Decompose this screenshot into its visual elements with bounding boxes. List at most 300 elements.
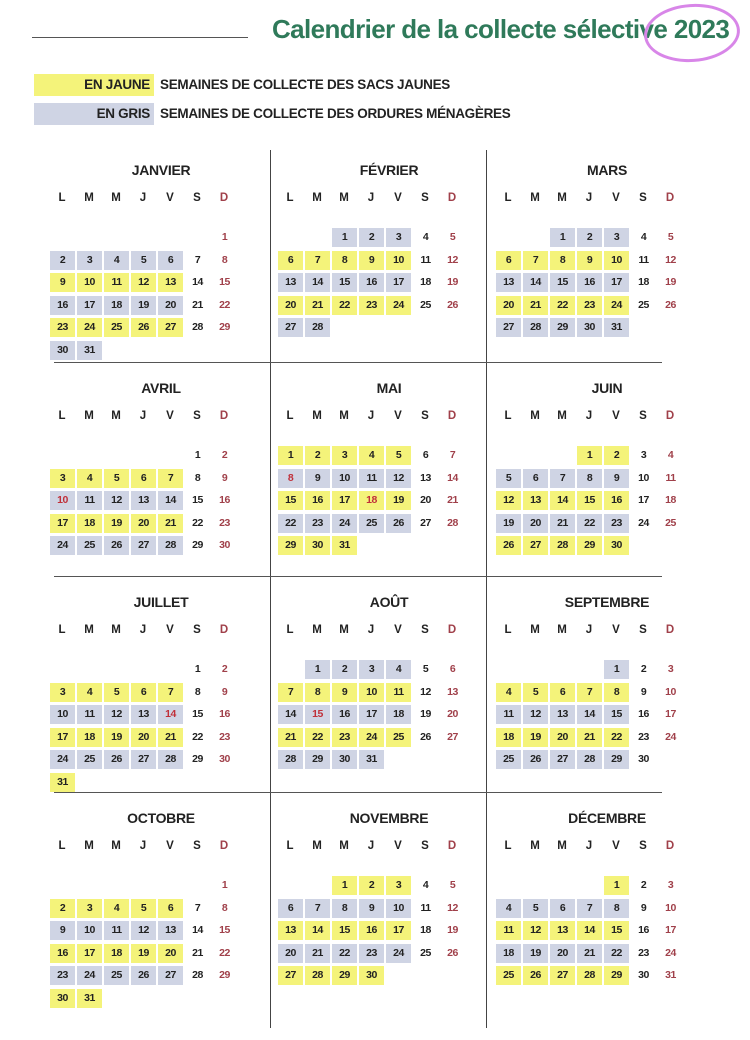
day-cell: 20	[158, 944, 183, 963]
weekday-header: J	[585, 192, 593, 204]
day-cell: 19	[523, 728, 548, 747]
day-cell: 27	[278, 966, 303, 985]
weekday-header: M	[312, 192, 322, 204]
header-rule	[32, 37, 248, 38]
day-cell: 1	[194, 449, 201, 461]
legend-gray-text: SEMAINES DE COLLECTE DES ORDURES MÉNAGÈRES	[160, 106, 511, 121]
day-cell: 8	[194, 685, 201, 698]
day-cell: 9	[305, 469, 330, 488]
day-cell: 4	[422, 879, 429, 891]
day-cell: 14	[192, 924, 203, 936]
day-cell: 5	[449, 879, 456, 891]
day-cell: 23	[359, 944, 384, 963]
day-cell: 19	[665, 276, 676, 288]
day-cell: 11	[420, 901, 431, 914]
day-cell: 9	[332, 683, 357, 702]
day-cell: 4	[422, 231, 429, 243]
day-cell: 5	[523, 899, 548, 918]
day-cell: 27	[550, 750, 575, 769]
day-cell: 20	[131, 514, 156, 533]
day-cell: 5	[523, 683, 548, 702]
day-cell: 2	[50, 899, 75, 918]
day-cell: 6	[422, 449, 429, 461]
weekday-header: D	[447, 410, 457, 422]
weekday-header: M	[84, 624, 94, 636]
day-cell: 15	[219, 276, 230, 288]
day-cell: 6	[131, 683, 156, 702]
day-cell: 22	[550, 296, 575, 315]
day-cell: 10	[638, 471, 649, 484]
day-cell: 28	[192, 969, 203, 981]
day-cell: 26	[447, 298, 458, 311]
day-cell: 9	[577, 251, 602, 270]
column-divider	[486, 150, 487, 1028]
day-cell: 30	[638, 753, 649, 765]
day-cell: 24	[77, 318, 102, 337]
day-cell: 24	[359, 728, 384, 747]
day-cell: 12	[104, 705, 129, 724]
day-cell: 19	[447, 276, 458, 288]
day-cell: 2	[577, 228, 602, 247]
day-cell: 3	[667, 663, 674, 675]
weekday-header: D	[665, 410, 675, 422]
weekday-header: J	[367, 624, 375, 636]
day-cell: 5	[131, 251, 156, 270]
day-cell: 2	[359, 228, 384, 247]
day-cell: 13	[158, 273, 183, 292]
day-cell: 23	[638, 730, 649, 743]
day-cell: 10	[77, 273, 102, 292]
weekday-header: D	[219, 840, 229, 852]
day-cell: 22	[332, 296, 357, 315]
day-cell: 7	[449, 449, 456, 461]
day-cell: 11	[104, 273, 129, 292]
weekday-header: D	[447, 624, 457, 636]
day-cell: 3	[332, 446, 357, 465]
day-cell: 28	[278, 750, 303, 769]
day-cell: 5	[386, 446, 411, 465]
weekday-header: J	[367, 410, 375, 422]
day-cell: 23	[332, 728, 357, 747]
day-cell: 28	[192, 321, 203, 333]
day-cell: 16	[305, 491, 330, 510]
day-cell: 1	[221, 231, 228, 243]
day-cell: 20	[278, 944, 303, 963]
day-cell: 23	[305, 514, 330, 533]
day-cell: 18	[386, 705, 411, 724]
day-cell: 19	[131, 296, 156, 315]
day-cell: 7	[577, 683, 602, 702]
day-cell: 26	[447, 946, 458, 959]
day-cell: 29	[192, 753, 203, 765]
day-cell: 10	[50, 705, 75, 724]
day-cell: 4	[386, 660, 411, 679]
day-cell: 19	[420, 708, 431, 720]
weekday-header: M	[111, 840, 121, 852]
day-cell: 26	[523, 966, 548, 985]
weekday-header: D	[665, 624, 675, 636]
day-cell: 17	[638, 494, 649, 506]
day-cell: 18	[665, 494, 676, 506]
row-divider	[54, 792, 662, 793]
day-cell: 16	[359, 273, 384, 292]
weekday-header: M	[111, 624, 121, 636]
weekday-header: L	[58, 624, 66, 636]
day-cell: 11	[359, 469, 384, 488]
day-cell: 25	[386, 728, 411, 747]
day-cell: 2	[640, 663, 647, 675]
day-cell: 21	[305, 944, 330, 963]
day-cell: 8	[278, 469, 303, 488]
day-cell: 21	[523, 296, 548, 315]
day-cell: 13	[496, 273, 521, 292]
weekday-header: M	[84, 410, 94, 422]
day-cell: 23	[50, 318, 75, 337]
day-cell: 25	[420, 946, 431, 959]
day-cell: 2	[221, 449, 228, 461]
day-cell: 26	[131, 966, 156, 985]
weekday-header: M	[84, 192, 94, 204]
weekday-header: D	[219, 624, 229, 636]
day-cell: 19	[386, 491, 411, 510]
day-cell: 30	[50, 989, 75, 1008]
day-cell: 1	[305, 660, 330, 679]
weekday-header: J	[139, 410, 147, 422]
day-cell: 8	[604, 683, 629, 702]
day-cell: 14	[278, 705, 303, 724]
day-cell: 3	[50, 683, 75, 702]
day-cell: 14	[305, 273, 330, 292]
day-cell: 25	[420, 298, 431, 311]
month-name: DÉCEMBRE	[568, 810, 646, 826]
day-cell: 13	[131, 705, 156, 724]
day-cell: 22	[219, 946, 230, 959]
day-cell: 15	[192, 494, 203, 506]
weekday-header: L	[286, 624, 294, 636]
day-cell: 28	[577, 966, 602, 985]
page-title: Calendrier de la collecte sélective 2023	[272, 14, 730, 44]
day-cell: 16	[50, 944, 75, 963]
day-cell: 8	[305, 683, 330, 702]
day-cell: 4	[496, 899, 521, 918]
day-cell: 6	[449, 663, 456, 675]
day-cell: 22	[604, 728, 629, 747]
day-cell: 6	[523, 469, 548, 488]
day-cell: 18	[77, 728, 102, 747]
day-cell: 18	[638, 276, 649, 288]
day-cell: 16	[359, 921, 384, 940]
day-cell: 29	[219, 321, 230, 333]
day-cell: 27	[420, 516, 431, 529]
day-cell: 21	[577, 728, 602, 747]
day-cell: 9	[221, 685, 228, 698]
weekday-header: M	[530, 192, 540, 204]
weekday-header: D	[665, 192, 675, 204]
day-cell: 16	[638, 708, 649, 720]
day-cell: 26	[386, 514, 411, 533]
weekday-header: V	[612, 192, 620, 204]
weekday-header: M	[530, 624, 540, 636]
weekday-header: L	[504, 624, 512, 636]
day-cell: 18	[420, 276, 431, 288]
day-cell: 28	[158, 750, 183, 769]
weekday-header: J	[585, 410, 593, 422]
day-cell: 4	[640, 231, 647, 243]
day-cell: 14	[523, 273, 548, 292]
day-cell: 20	[420, 494, 431, 506]
day-cell: 27	[131, 536, 156, 555]
weekday-header: M	[557, 624, 567, 636]
day-cell: 1	[278, 446, 303, 465]
month-name: FÉVRIER	[359, 162, 419, 178]
day-cell: 14	[447, 471, 458, 484]
day-cell: 7	[305, 899, 330, 918]
day-cell: 5	[496, 469, 521, 488]
day-cell: 11	[665, 471, 676, 484]
day-cell: 10	[665, 685, 676, 698]
day-cell: 26	[104, 536, 129, 555]
day-cell: 23	[359, 296, 384, 315]
day-cell: 16	[332, 705, 357, 724]
day-cell: 24	[332, 514, 357, 533]
day-cell: 18	[104, 296, 129, 315]
day-cell: 18	[496, 728, 521, 747]
month-name: JUILLET	[133, 594, 189, 610]
weekday-header: S	[421, 624, 429, 636]
day-cell: 31	[332, 536, 357, 555]
day-cell: 24	[665, 730, 676, 743]
day-cell: 18	[77, 514, 102, 533]
day-cell: 5	[667, 231, 674, 243]
day-cell: 27	[447, 730, 458, 743]
weekday-header: V	[394, 410, 402, 422]
day-cell: 12	[420, 685, 431, 698]
weekday-header: V	[394, 624, 402, 636]
day-cell: 27	[158, 966, 183, 985]
day-cell: 12	[523, 705, 548, 724]
day-cell: 24	[604, 296, 629, 315]
day-cell: 8	[332, 251, 357, 270]
day-cell: 17	[386, 921, 411, 940]
day-cell: 2	[640, 879, 647, 891]
weekday-header: S	[639, 840, 647, 852]
day-cell: 8	[577, 469, 602, 488]
weekday-header: L	[58, 192, 66, 204]
day-cell: 5	[422, 663, 429, 675]
day-cell: 29	[604, 750, 629, 769]
day-cell: 22	[305, 728, 330, 747]
day-cell: 19	[523, 944, 548, 963]
month-name: SEPTEMBRE	[564, 594, 650, 610]
day-cell: 10	[604, 251, 629, 270]
day-cell: 17	[332, 491, 357, 510]
weekday-header: J	[139, 192, 147, 204]
weekday-header: M	[84, 840, 94, 852]
day-cell: 17	[77, 944, 102, 963]
day-cell: 14	[192, 276, 203, 288]
weekday-header: M	[339, 410, 349, 422]
weekday-header: L	[286, 192, 294, 204]
day-cell: 5	[131, 899, 156, 918]
day-cell: 26	[665, 298, 676, 311]
weekday-header: V	[612, 840, 620, 852]
day-cell: 15	[604, 921, 629, 940]
day-cell: 29	[278, 536, 303, 555]
day-cell: 6	[158, 251, 183, 270]
day-cell: 4	[104, 251, 129, 270]
day-cell: 12	[665, 253, 676, 266]
weekday-header: L	[58, 410, 66, 422]
weekday-header: D	[447, 840, 457, 852]
weekday-header: D	[219, 410, 229, 422]
day-cell: 11	[104, 921, 129, 940]
day-cell: 19	[104, 728, 129, 747]
weekday-header: M	[312, 624, 322, 636]
day-cell: 23	[577, 296, 602, 315]
weekday-header: L	[504, 840, 512, 852]
day-cell: 27	[131, 750, 156, 769]
day-cell: 9	[640, 685, 647, 698]
day-cell: 4	[667, 449, 674, 461]
day-cell: 28	[577, 750, 602, 769]
weekday-header: D	[447, 192, 457, 204]
weekday-header: M	[312, 840, 322, 852]
day-cell: 11	[420, 253, 431, 266]
day-cell: 27	[523, 536, 548, 555]
weekday-header: V	[394, 192, 402, 204]
day-cell: 9	[640, 901, 647, 914]
day-cell: 22	[192, 516, 203, 529]
day-cell: 8	[604, 899, 629, 918]
day-cell: 8	[332, 899, 357, 918]
weekday-header: J	[367, 192, 375, 204]
day-cell: 21	[158, 514, 183, 533]
weekday-header: V	[166, 624, 174, 636]
day-cell: 27	[496, 318, 521, 337]
weekday-header: J	[139, 624, 147, 636]
day-cell: 14	[550, 491, 575, 510]
day-cell: 3	[386, 876, 411, 895]
weekday-header: M	[111, 192, 121, 204]
day-cell: 31	[77, 341, 102, 360]
day-cell: 11	[496, 921, 521, 940]
day-cell: 13	[131, 491, 156, 510]
day-cell: 31	[665, 969, 676, 981]
day-cell: 9	[359, 251, 384, 270]
column-divider	[270, 150, 271, 1028]
month-name: JANVIER	[131, 162, 191, 178]
day-cell: 2	[332, 660, 357, 679]
month-name: MAI	[376, 380, 402, 396]
day-cell: 6	[158, 899, 183, 918]
day-cell: 10	[77, 921, 102, 940]
day-cell: 25	[104, 318, 129, 337]
day-cell: 23	[219, 730, 230, 743]
day-cell: 27	[550, 966, 575, 985]
day-cell: 22	[219, 298, 230, 311]
day-cell: 3	[386, 228, 411, 247]
day-cell: 1	[550, 228, 575, 247]
day-cell: 25	[665, 516, 676, 529]
day-cell: 17	[50, 728, 75, 747]
day-cell: 7	[305, 251, 330, 270]
day-cell: 10	[386, 251, 411, 270]
day-cell: 11	[77, 491, 102, 510]
day-cell: 26	[496, 536, 521, 555]
day-cell: 3	[359, 660, 384, 679]
day-cell: 26	[523, 750, 548, 769]
day-cell: 27	[158, 318, 183, 337]
day-cell: 19	[496, 514, 521, 533]
weekday-header: V	[166, 840, 174, 852]
day-cell: 13	[523, 491, 548, 510]
weekday-header: J	[367, 840, 375, 852]
day-cell: 20	[550, 944, 575, 963]
day-cell: 12	[386, 469, 411, 488]
day-cell: 4	[104, 899, 129, 918]
day-cell: 25	[638, 298, 649, 311]
day-cell: 21	[192, 298, 203, 311]
day-cell: 9	[221, 471, 228, 484]
day-cell: 20	[523, 514, 548, 533]
day-cell: 8	[221, 253, 228, 266]
day-cell: 15	[550, 273, 575, 292]
day-cell: 28	[447, 516, 458, 529]
day-cell: 13	[158, 921, 183, 940]
day-cell: 29	[219, 969, 230, 981]
day-cell: 11	[638, 253, 649, 266]
day-cell: 12	[131, 921, 156, 940]
day-cell: 28	[523, 318, 548, 337]
day-cell: 22	[278, 514, 303, 533]
day-cell: 28	[305, 966, 330, 985]
month-name: MARS	[586, 162, 628, 178]
weekday-header: J	[585, 840, 593, 852]
day-cell: 15	[332, 921, 357, 940]
day-cell: 25	[104, 966, 129, 985]
day-cell: 24	[638, 516, 649, 529]
day-cell: 2	[604, 446, 629, 465]
day-cell: 12	[447, 901, 458, 914]
day-cell: 21	[278, 728, 303, 747]
day-cell: 21	[577, 944, 602, 963]
weekday-header: S	[193, 410, 201, 422]
day-cell: 9	[359, 899, 384, 918]
weekday-header: L	[286, 410, 294, 422]
day-cell: 21	[192, 946, 203, 959]
day-cell: 14	[577, 705, 602, 724]
day-cell: 6	[278, 251, 303, 270]
day-cell: 18	[104, 944, 129, 963]
day-cell: 21	[550, 514, 575, 533]
day-cell: 24	[50, 750, 75, 769]
day-cell: 20	[131, 728, 156, 747]
day-cell: 8	[221, 901, 228, 914]
weekday-header: V	[394, 840, 402, 852]
day-cell: 17	[50, 514, 75, 533]
day-cell: 9	[50, 921, 75, 940]
day-cell: 8	[550, 251, 575, 270]
month-name: JUIN	[591, 380, 623, 396]
day-cell: 31	[604, 318, 629, 337]
day-cell: 12	[496, 491, 521, 510]
day-cell: 10	[359, 683, 384, 702]
day-cell: 25	[77, 536, 102, 555]
day-cell: 1	[221, 879, 228, 891]
weekday-header: S	[193, 624, 201, 636]
day-cell: 29	[332, 966, 357, 985]
day-cell: 30	[219, 539, 230, 551]
